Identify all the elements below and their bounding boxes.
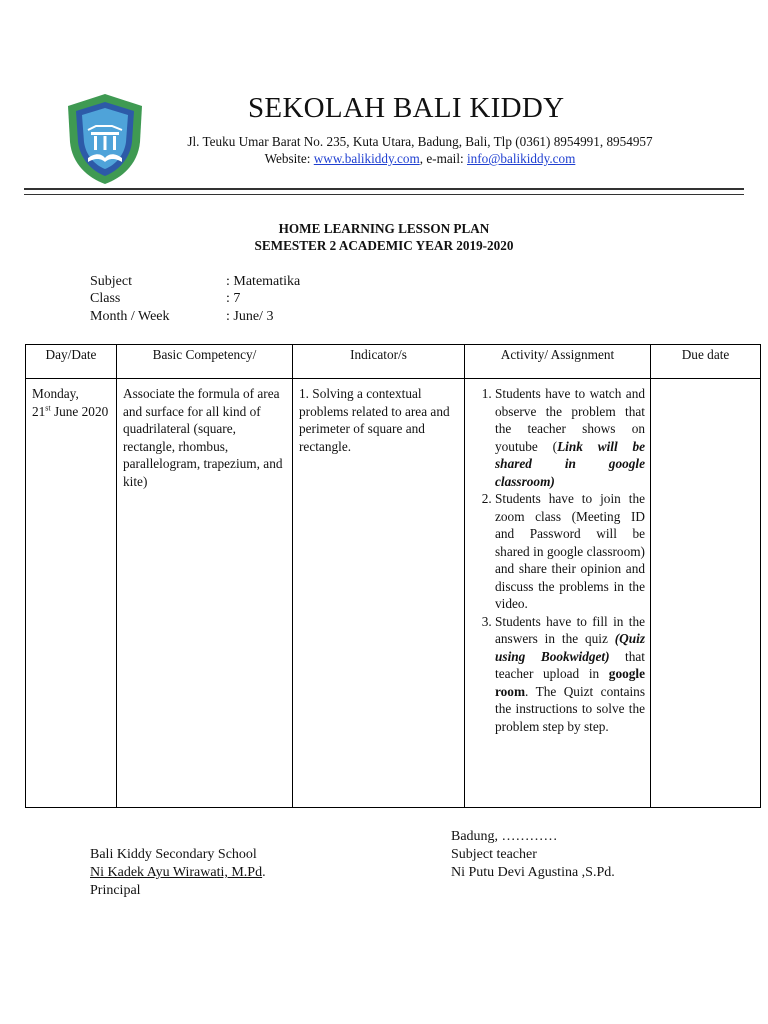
info-label: Subject xyxy=(90,274,132,289)
date-suffix: st xyxy=(45,403,51,413)
header-day-date: Day/Date xyxy=(26,345,117,379)
list-item xyxy=(495,385,645,490)
cell-day-date xyxy=(26,379,117,808)
info-subject xyxy=(90,274,301,290)
school-address: Jl. Teuku Umar Barat No. 235, Kuta Utara, Badung, Bali, Tlp (0361) 8954991, 8954957 xyxy=(187,134,653,149)
cell-indicator: 1. Solving a contextual problems related to area and perimeter of square and rectangle. xyxy=(293,379,465,808)
table-row xyxy=(26,379,761,808)
email-link[interactable]: info@balikiddy.com xyxy=(466,151,576,166)
activity-3-text: Students have to fill in the answers in the quiz xyxy=(495,613,645,646)
email-label: , e-mail: xyxy=(419,151,467,166)
school-contact xyxy=(170,151,670,167)
cell-due-date xyxy=(651,379,761,808)
principal-role: Principal xyxy=(90,883,141,898)
info-value: : June/ 3 xyxy=(226,309,274,324)
activity-3-end: . The Quizt contains the instructions to solve the problem step by step. xyxy=(495,683,645,734)
header-competency: Basic Competency/ xyxy=(117,345,293,379)
table-header-row xyxy=(26,345,761,379)
activity-list xyxy=(471,385,645,735)
activity-3-mid: that teacher upload in xyxy=(495,648,645,681)
website-label: Website: xyxy=(264,151,314,166)
school-logo-icon xyxy=(66,92,144,186)
cell-competency: Associate the formula of area and surface for all kind of quadrilateral (square, rectangle, rhombus, parallelogram, trapezium, and kite) xyxy=(117,379,293,808)
header-due-date: Due date xyxy=(651,345,761,379)
activity-1-bold: Link will be shared in google classroom) xyxy=(495,438,646,489)
day-text: Monday, xyxy=(32,386,79,401)
activity-2-text: Students have to join the zoom class (Meeting ID and Password will be shared in google classroom) and share their opinion and discuss the problems in the video. xyxy=(495,491,645,611)
info-label: Month / Week xyxy=(90,309,170,324)
list-item xyxy=(495,490,645,613)
header-indicators: Indicator/s xyxy=(293,345,465,379)
info-class xyxy=(90,291,241,307)
principal-name-suffix: . xyxy=(262,865,266,880)
date-number: 21 xyxy=(32,403,46,419)
activity-1-text: Students have to watch and observe the problem that the teacher shows on youtube ( xyxy=(495,386,645,454)
header-divider xyxy=(24,188,744,190)
info-label: Class xyxy=(90,291,121,306)
document-title: HOME LEARNING LESSON PLAN xyxy=(278,221,490,236)
principal-name xyxy=(90,865,266,881)
header-divider-thin xyxy=(24,194,744,195)
info-value: : Matematika xyxy=(226,274,301,289)
website-link[interactable]: www.balikiddy.com xyxy=(313,151,420,166)
school-name: SEKOLAH BALI KIDDY xyxy=(248,92,565,124)
principal-name-text: Ni Kadek Ayu Wirawati, M.Pd xyxy=(90,865,263,880)
header-activity: Activity/ Assignment xyxy=(465,345,651,379)
list-item xyxy=(495,613,645,736)
lesson-plan-table xyxy=(25,344,761,808)
activity-3-bold2: google room xyxy=(495,666,645,699)
teacher-role: Subject teacher xyxy=(451,847,537,862)
activity-3-bold: (Quiz using Bookwidget) xyxy=(495,631,645,664)
info-value: : 7 xyxy=(226,291,241,306)
teacher-name: Ni Putu Devi Agustina ,S.Pd. xyxy=(451,865,615,880)
info-month-week xyxy=(90,309,274,325)
place-date: Badung, ………… xyxy=(451,829,558,844)
cell-activity xyxy=(465,379,651,808)
document-subtitle: SEMESTER 2 ACADEMIC YEAR 2019-2020 xyxy=(254,238,514,253)
date-rest: June 2020 xyxy=(50,403,109,419)
school-signature-line: Bali Kiddy Secondary School xyxy=(90,847,257,862)
